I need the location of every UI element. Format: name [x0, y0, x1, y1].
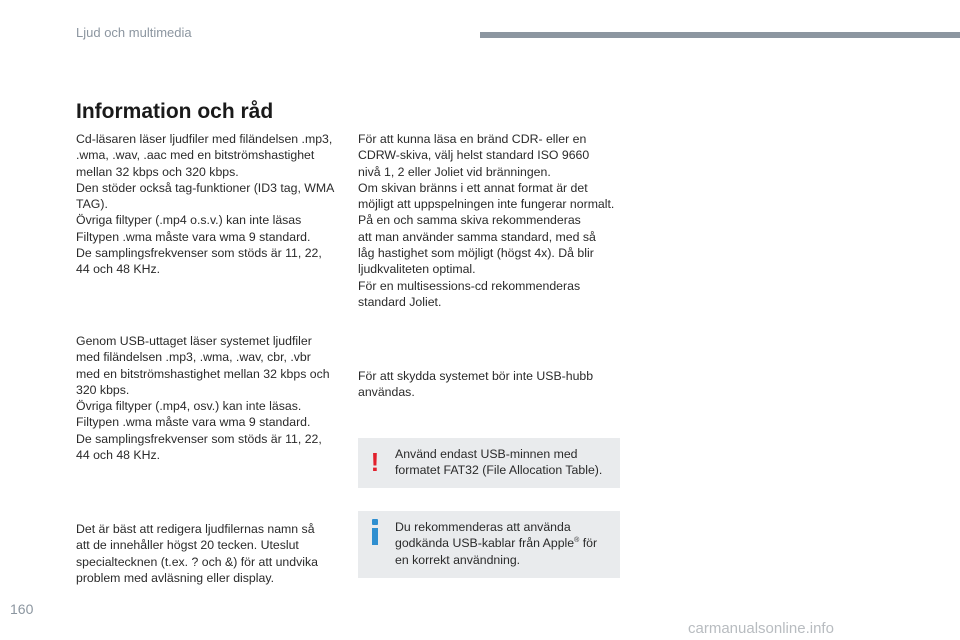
cd-player-paragraph: Cd-läsaren läser ljudfiler med filändelsen .mp3, .wma, .wav, .aac med en bitströmshastighet mellan 32 kbps och 320 kbps. Den stöder också tag-funktioner (ID3 tag, WMA TAG). Övriga filtyper (.mp4 o.s.v.) kan inte läsas Filtypen .wma måste vara wma 9 standard. De samplingsfrekvenser som stöds är 11, 22, 44 och 48 KHz.	[76, 132, 335, 277]
watermark: carmanualsonline.info	[688, 620, 834, 637]
warning-box	[358, 438, 620, 488]
usb-hub-paragraph: För att skydda systemet bör inte USB-hubb användas.	[358, 369, 594, 400]
page-title: Information och råd	[76, 100, 274, 123]
cdr-paragraph: För att kunna läsa en bränd CDR- eller en CDRW-skiva, välj helst standard ISO 9660 nivå 1, 2 eller Joliet vid bränningen. Om skivan bränns i ett annat format är det möjligt att uppspelningen inte fungerar normalt. På en och samma skiva rekommenderas att man använder samma standard, med så låg hastighet som möjligt (högst 4x). Då blir ljudkvaliteten optimal. För en multisessions-cd rekommenderas standard Joliet.	[358, 132, 615, 309]
filename-paragraph: Det är bäst att redigera ljudfilernas namn så att de innehåller högst 20 tecken. Uteslut specialtecknen (t.ex. ? och &) för att undvika problem med avläsning eller display.	[76, 522, 318, 585]
section-header: Ljud och multimedia	[76, 25, 192, 40]
exclamation-icon: !	[370, 447, 380, 477]
info-text: Du rekommenderas att använda godkända USB-kablar från Apple® för en korrekt användning.	[395, 520, 598, 567]
page-number: 160	[10, 601, 34, 617]
usb-paragraph: Genom USB-uttaget läser systemet ljudfiler med filändelsen .mp3, .wma, .wav, cbr, .vbr med en bitströmshastighet mellan 32 kbps och 320 kbps. Övriga filtyper (.mp4, osv.) kan inte läsas. Filtypen .wma måste vara wma 9 standard. De samplingsfrekvenser som stöds är 11, 22, 44 och 48 KHz.	[76, 334, 330, 463]
header-divider-bar	[480, 32, 960, 38]
info-box	[358, 511, 620, 578]
warning-text: Använd endast USB-minnen med formatet FAT32 (File Allocation Table).	[395, 447, 603, 478]
info-icon	[369, 519, 381, 545]
